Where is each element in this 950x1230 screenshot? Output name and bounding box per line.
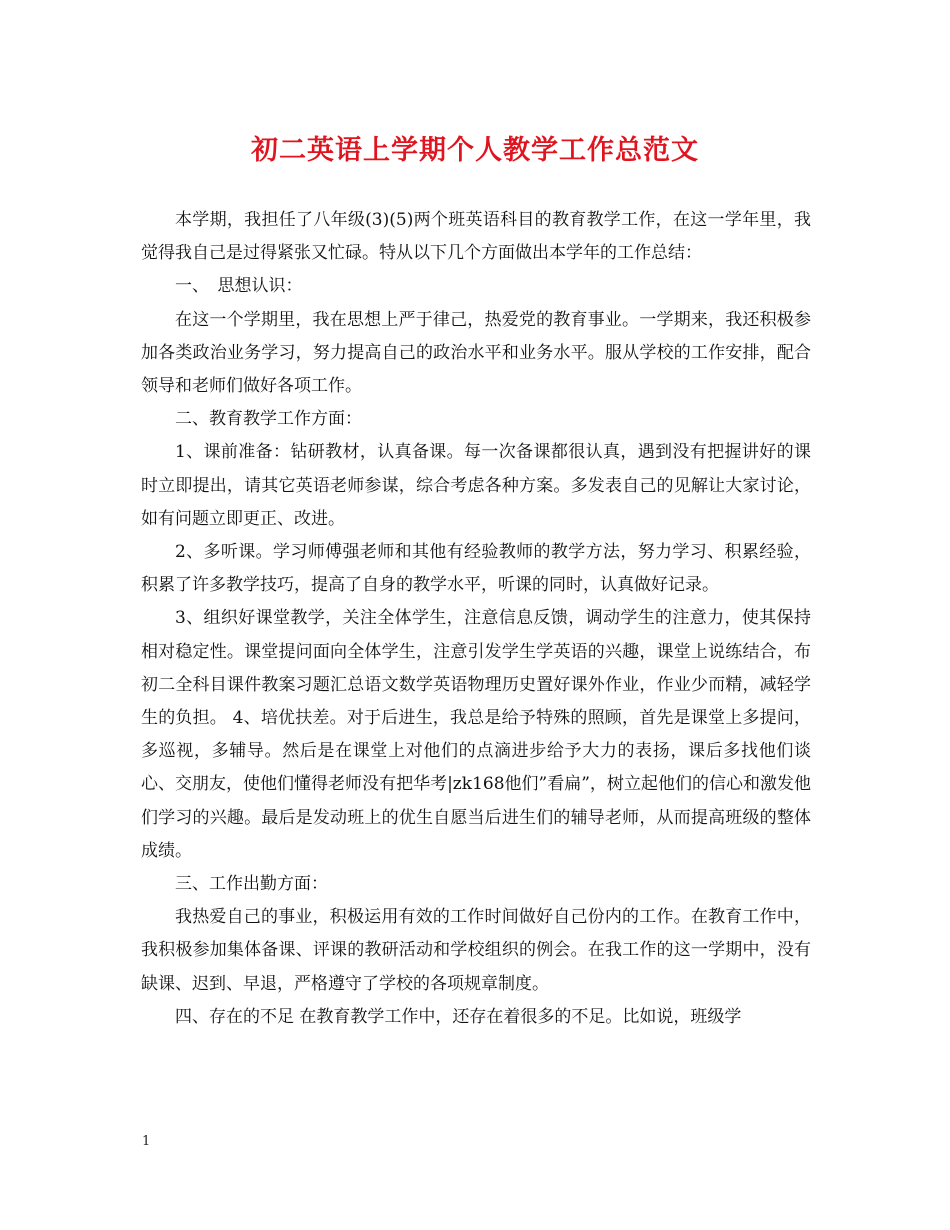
paragraph-intro: 本学期，我担任了八年级(3)(5)两个班英语科目的教育教学工作，在这一学年里，我觉得我自己是过得紧张又忙碌。特从以下几个方面做出本学年的工作总结： <box>141 210 811 264</box>
document-title: 初二英语上学期个人教学工作总范文 <box>251 135 699 166</box>
document-body <box>141 204 811 1034</box>
heading-ideology: 一、 思想认识： <box>175 276 303 297</box>
paragraph-ideology: 在这一个学期里，我在思想上严于律己，热爱党的教育事业。一学期来，我还积极参加各类政治业务学习，努力提高自己的政治水平和业务水平。服从学校的工作安排，配合领导和老师们做好各项工作。 <box>141 309 811 397</box>
paragraph-lesson-prep: 1、课前准备：钻研教材，认真备课。每一次备课都很认真，遇到没有把握讲好的课时立即提出，请其它英语老师参谋，综合考虑各种方案。多发表自己的见解让大家讨论，如有问题立即更正、改进。 <box>141 442 811 529</box>
heading-attendance: 三、工作出勤方面： <box>175 874 328 895</box>
paragraph-attendance: 我热爱自己的事业，积极运用有效的工作时间做好自己份内的工作。在教育工作中，我积极参加集体备课、评课的教研活动和学校组织的例会。在我工作的这一学期中，没有缺课、迟到、早退，严格遵守了学校的各项规章制度。 <box>141 907 811 994</box>
paragraph-observation: 2、多听课。学习师傅强老师和其他有经验教师的教学方法，努力学习、积累经验，积累了许多教学技巧，提高了自身的教学水平，听课的同时，认真做好记录。 <box>141 542 811 596</box>
heading-teaching: 二、教育教学工作方面： <box>175 409 362 430</box>
page-number: 1 <box>142 1134 151 1149</box>
paragraph-shortcomings: 四、存在的不足 在教育教学工作中，还存在着很多的不足。比如说，班级学 <box>175 1006 742 1027</box>
paragraph-classroom: 3、组织好课堂教学，关注全体学生，注意信息反馈，调动学生的注意力，使其保持相对稳定性。课堂提问面向全体学生，注意引发学生学英语的兴趣，课堂上说练结合，布 初二全科目课件教案习题汇总语文数学英语物理历史置好课外作业，作业少而精，减轻学生的负担。 4、培优扶差。对于后进生，我总是给予特殊的照顾，首先是课堂上多提问，多巡视，多辅导。然后是在课堂上对他们的点滴进步给予大力的表扬，课后多找他们谈心、交朋友，使他们懂得老师没有把华考|zk168他们”看扁”，树立起他们的信心和激发他们学习的兴趣。最后是发动班上的优生自愿当后进生们的辅导老师，从而提高班级的整体成绩。 <box>141 608 811 861</box>
